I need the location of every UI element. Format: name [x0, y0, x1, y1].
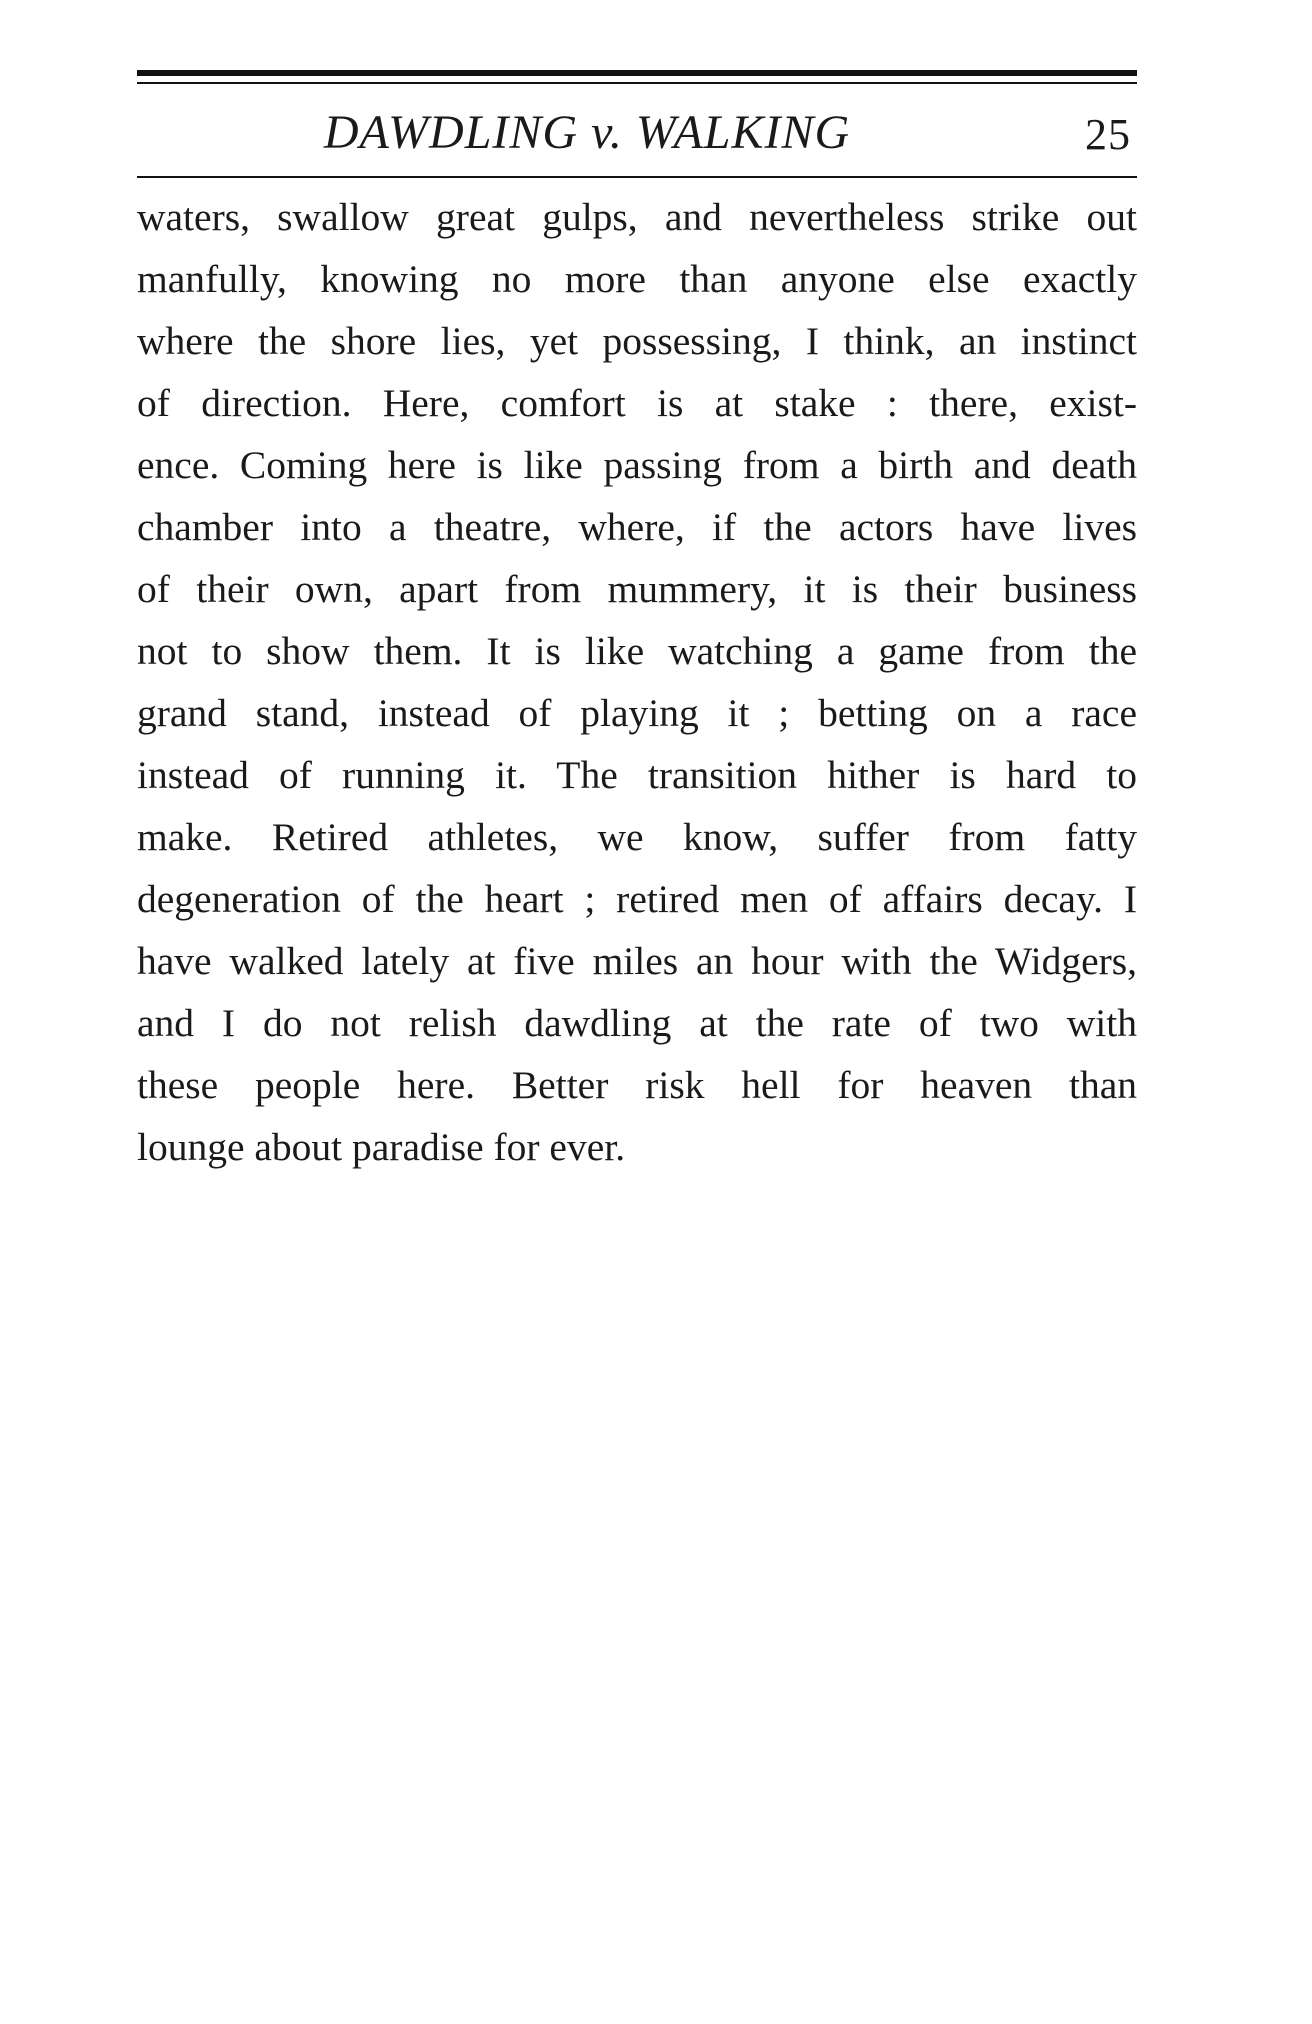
text-line: instead of running it. The transition hither is hard to [137, 753, 1137, 797]
text-line: ence. Coming here is like passing from a birth and death [137, 443, 1137, 487]
running-title: DAWDLING v. WALKING [323, 106, 851, 159]
text-line: make. Retired athletes, we know, suffer from fatty [137, 815, 1137, 859]
text-line: manfully, knowing no more than anyone else exactly [137, 257, 1137, 301]
header-rule-thin [137, 82, 1137, 84]
text-line: where the shore lies, yet possessing, I think, an instinct [137, 319, 1137, 363]
text-line: not to show them. It is like watching a game from the [137, 629, 1137, 673]
text-line: have walked lately at five miles an hour with the Widgers, [137, 939, 1137, 983]
text-line: degeneration of the heart ; retired men of affairs decay. I [137, 877, 1137, 921]
text-line: chamber into a theatre, where, if the actors have lives [137, 505, 1137, 549]
page-number: 25 [1085, 110, 1131, 159]
header-rule-thick [137, 70, 1137, 76]
text-line: of their own, apart from mummery, it is their business [137, 567, 1137, 611]
text-line: these people here. Better risk hell for heaven than [137, 1063, 1137, 1107]
header-underline [137, 176, 1137, 178]
text-line: waters, swallow great gulps, and nevertheless strike out [137, 195, 1137, 239]
text-line: and I do not relish dawdling at the rate of two with [137, 1001, 1137, 1045]
text-line-last: lounge about paradise for ever. [137, 1125, 626, 1169]
body-paragraph [137, 186, 1137, 1178]
text-line: of direction. Here, comfort is at stake : there, exist- [137, 381, 1137, 425]
text-line: grand stand, instead of playing it ; betting on a race [137, 691, 1137, 735]
running-header [137, 98, 1137, 168]
